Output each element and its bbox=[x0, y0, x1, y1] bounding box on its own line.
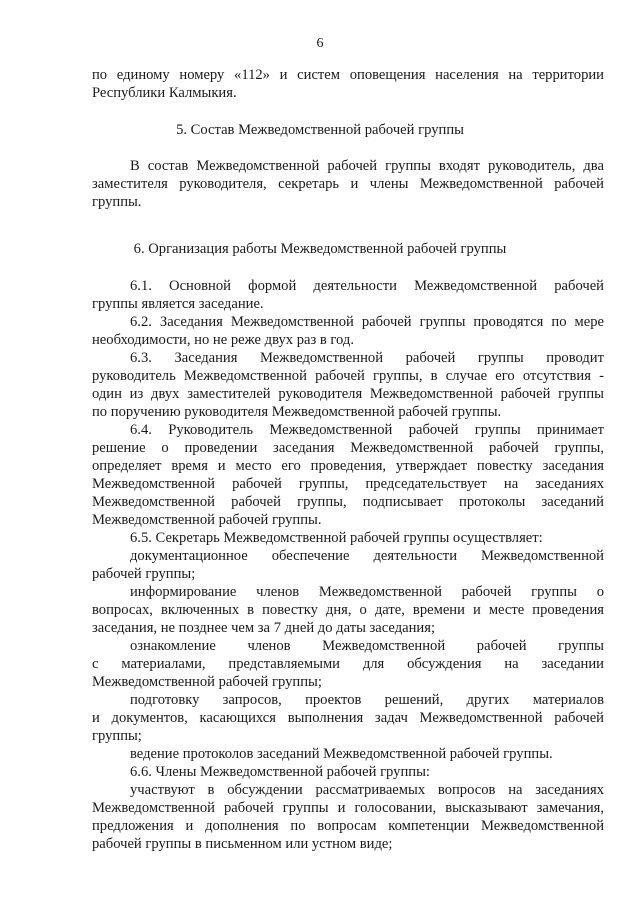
text-line: 6.3. Заседания Межведомственной рабочей группы проводит bbox=[130, 350, 604, 366]
text-line: Межведомственной рабочей группы, подписывает протоколы заседаний bbox=[92, 494, 604, 510]
text-line: необходимости, но не реже двух раз в год. bbox=[92, 332, 355, 348]
text-line: вопросах, включенных в повестку дня, о дате, времени и месте проведения bbox=[92, 602, 604, 618]
text-line: информирование членов Межведомственной рабочей группы о bbox=[130, 584, 604, 600]
text-line: группы является заседание. bbox=[92, 296, 264, 312]
text-line: Межведомственной рабочей группы; bbox=[92, 674, 322, 690]
text-line: ознакомление членов Межведомственной рабочей группы bbox=[130, 638, 604, 654]
text-line: группы; bbox=[92, 728, 142, 744]
text-line: Межведомственной рабочей группы и голосовании, высказывают замечания, bbox=[92, 800, 604, 816]
text-line: заседания, не позднее чем за 7 дней до даты заседания; bbox=[92, 620, 436, 636]
text-line: решение о проведении заседания Межведомственной рабочей группы, bbox=[92, 440, 604, 456]
section-6-heading: 6. Организация работы Межведомственной рабочей группы bbox=[133, 241, 507, 257]
text-line: Республики Калмыкия. bbox=[92, 85, 237, 101]
text-line: ведение протоколов заседаний Межведомственной рабочей группы. bbox=[130, 746, 553, 762]
text-line: по единому номеру «112» и систем оповещения населения на территории bbox=[92, 67, 604, 83]
section-5-heading: 5. Состав Межведомственной рабочей группы bbox=[176, 122, 464, 138]
text-line: заместителя руководителя, секретарь и члены Межведомственной рабочей bbox=[92, 176, 604, 192]
text-line: группы. bbox=[92, 194, 142, 210]
text-line: 6.5. Секретарь Межведомственной рабочей группы осуществляет: bbox=[130, 530, 543, 546]
text-line: и документов, касающихся выполнения задач Межведомственной рабочей bbox=[92, 710, 604, 726]
text-line: 6.2. Заседания Межведомственной рабочей группы проводятся по мере bbox=[130, 314, 604, 330]
text-line: предложения и дополнения по вопросам компетенции Межведомственной bbox=[92, 818, 604, 834]
text-line: один из двух заместителей руководителя Межведомственной рабочей группы bbox=[92, 386, 604, 402]
text-line: по поручению руководителя Межведомственной рабочей группы. bbox=[92, 404, 502, 420]
text-line: 6.6. Члены Межведомственной рабочей группы: bbox=[130, 764, 430, 780]
text-line: Межведомственной рабочей группы, председательствует на заседаниях bbox=[92, 476, 604, 492]
text-line: участвуют в обсуждении рассматриваемых вопросов на заседаниях bbox=[130, 782, 604, 798]
text-line: документационное обеспечение деятельности Межведомственной bbox=[130, 548, 604, 564]
page-number: 6 bbox=[316, 36, 324, 51]
text-line: рабочей группы; bbox=[92, 566, 196, 582]
text-line: руководитель Межведомственной рабочей группы, в случае его отсутствия - bbox=[92, 368, 604, 384]
text-line: подготовку запросов, проектов решений, других материалов bbox=[130, 692, 604, 708]
text-line: рабочей группы в письменном или устном виде; bbox=[92, 836, 393, 852]
text-line: 6.1. Основной формой деятельности Межведомственной рабочей bbox=[130, 278, 604, 294]
text-line: В состав Межведомственной рабочей группы входят руководитель, два bbox=[130, 158, 604, 174]
text-line: Межведомственной рабочей группы. bbox=[92, 512, 322, 528]
text-line: определяет время и место его проведения, утверждает повестку заседания bbox=[92, 458, 604, 474]
text-line: 6.4. Руководитель Межведомственной рабочей группы принимает bbox=[130, 422, 604, 438]
text-line: с материалами, представляемыми для обсуждения на заседании bbox=[92, 656, 604, 672]
